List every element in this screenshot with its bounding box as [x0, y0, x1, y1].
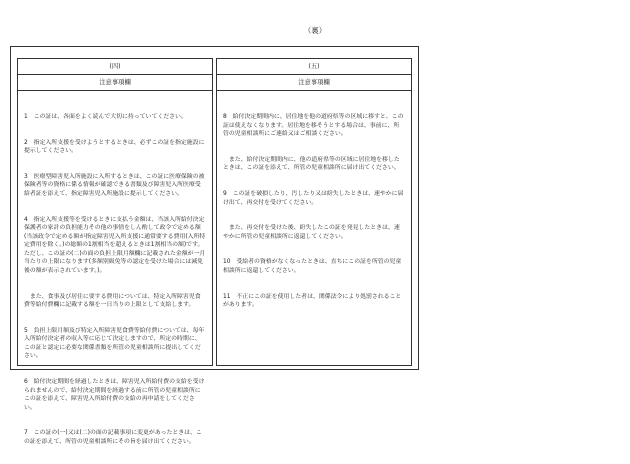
note-paragraph: また、給付決定期間内に、他の道府県等の区域に居住地を移したときは、この証を添えて、所管の児童相談所に届け出てください。: [223, 156, 400, 172]
page-side-label: （裏）: [303, 26, 327, 35]
note-paragraph: 4 指定入所支援等を受けるときに支払う金額は、当該入所給付決定保護者の家計の負担能力その他の事情をしん酌して政令で定める額(当該政令で定める額が指定障害児入所支援に通常要する費用(入所特定費用を除く。)の総額の1割相当を超えるときは1割相当の額)です。ただし、この証の(二)の面の負担上限月額欄に記載された金額が一月当たりの上限になります(多額別級免等の認定を受けた場合には減免後の額が表示されています。)。: [24, 216, 206, 274]
note-paragraph: 5 負担上限月額及び特定入所障害児食費等給付費については、毎年入所給付決定者の収入等に応じて決定しますので、所定の時期に、この証と認定に必要な関係書類を所管の児童相談所に提出してください。: [24, 327, 205, 360]
note-paragraph: 1 この証は、各面をよく読んで大切に持っていてください。: [24, 114, 187, 121]
note-paragraph: 9 この証を破損したり、汚したり又は紛失したときは、速やかに届け出て、再交付を受けてください。: [223, 191, 404, 206]
note-paragraph: 8 給付決定期間内に、居住地を他の道府県等の区域に移すと、この証は使えなくなります。居住地を移そうとする場合は、事前に、所管の児童相談所にご連絡又はご相談ください。: [223, 114, 404, 138]
note-paragraph: 2 指定入所支援を受けようとするときは、必ずこの証を指定施設に提示してください。: [24, 139, 205, 155]
note-paragraph: 11 不正にこの証を使用した者は、関係法令により処罰されることがあります。: [223, 293, 402, 309]
panel-heading: 注意事項欄: [217, 75, 411, 91]
note-paragraph: また、再交付を受けた後、紛失したこの証を発見したときは、速やかに所管の児童相談所に返還してください。: [223, 225, 400, 240]
certificate-back-frame: [10, 46, 419, 445]
note-paragraph: また、食事及び居住に要する費用については、特定入所障害児食費等給付費欄に記載する額を一日当りの上限として支給します。: [24, 293, 201, 309]
panel-number: (四): [18, 59, 212, 75]
notes-body: [217, 91, 411, 327]
panel-five: [216, 58, 412, 366]
panel-number: (五): [217, 59, 411, 75]
panel-four: [17, 58, 213, 445]
note-paragraph: 6 給付決定期間を経過したときは、障害児入所給付費の支給を受けられませんので、給付決定期間を経過する前に所管の児童相談所にこの証を添えて、障害児入所給付費の支給の再申請をしてください。: [24, 379, 205, 411]
note-paragraph: 3 医療型障害児入所施設に入所するときは、この証に医療保険の被保険者等の資格に係る情報が確認できる書類及び障害児入所医療受給者証を添えて、指定障害児入所施設に提示してください。: [24, 173, 205, 198]
note-paragraph: 7 この証の(一)又は(二)の面の記載事項に変更があったときは、この証を添えて、所管の児童相談所にその旨を届け出てください。: [24, 430, 202, 445]
note-paragraph: 10 受給者の資格がなくなったときは、直ちにこの証を所管の児童相談所に返還してください。: [223, 259, 402, 274]
panel-heading: 注意事項欄: [18, 75, 212, 91]
notes-body: [18, 91, 212, 464]
